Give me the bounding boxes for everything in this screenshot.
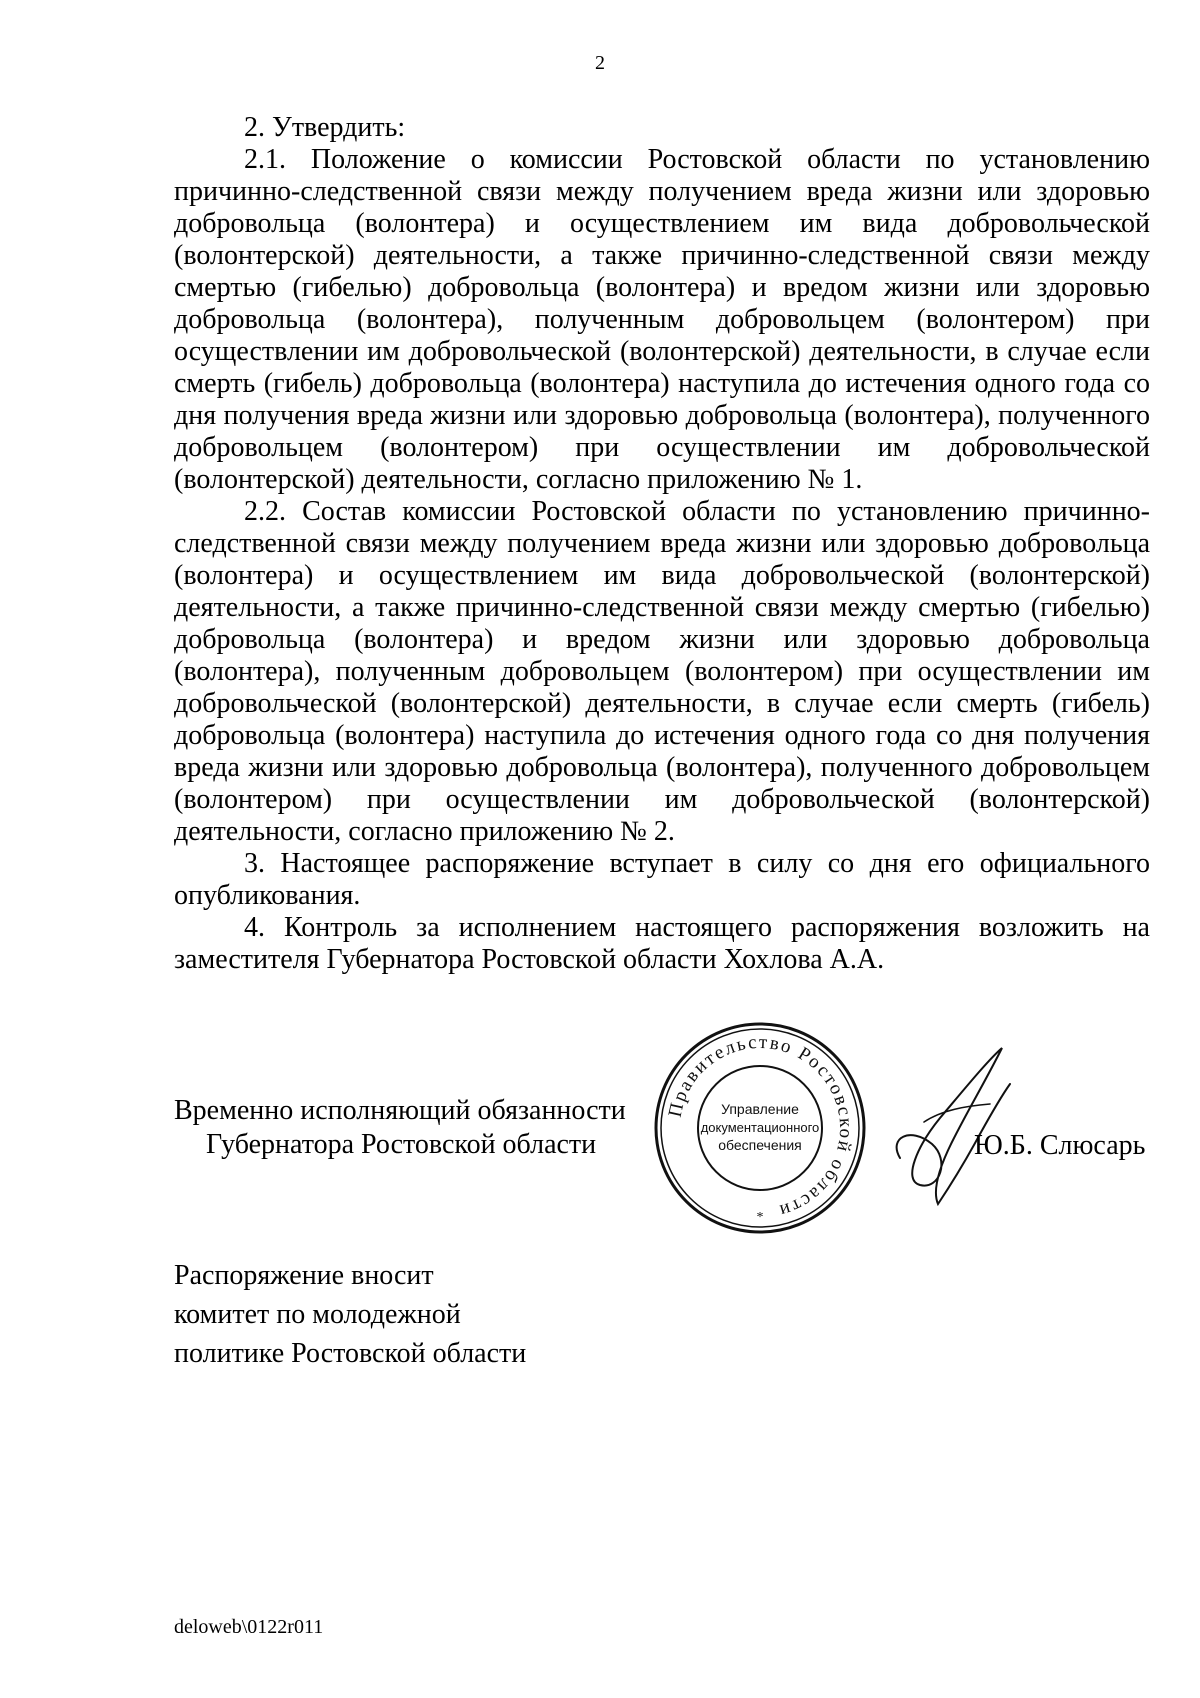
stamp-star-icon: * [756,1210,764,1225]
stamp-inner-line2: документационного [700,1120,820,1135]
page-number: 2 [595,52,605,74]
stamp-inner-line1: Управление [721,1101,799,1117]
paragraph-3: 3. Настоящее распоряжение вступает в силу со дня его официального опубликования. [174,848,1150,911]
signatory-title-line1: Временно исполняющий обязанности [174,1095,626,1126]
signatory-title-line2: Губернатора Ростовской области [206,1129,597,1160]
paragraph-approve: 2. Утвердить: [244,112,406,143]
stamp-outer-text: Правительство Ростовской области [664,1031,857,1222]
paragraph-2-1: 2.1. Положение о комиссии Ростовской области по установлению причинно-следственной связи между получением вреда жизни или здоровью добровольца (волонтера) и осуществлением им вида добровольческой (волонтерской) деятельности, а также причинно-следственной связи между смертью (гибелью) добровольца (волонтера) и вредом жизни или здоровью добровольца (волонтера), полученным добровольцем (волонтером) при осуществлении им добровольческой (волонтерской) деятельности, в случае если смерть (гибель) добровольца (волонтера) наступила до истечения одного года со дня получения вреда жизни или здоровью добровольца (волонтера), полученного добровольцем (волонтером) при осуществлении им добровольческой (волонтерской) деятельности, согласно приложению № 1. [174,144,1150,495]
document-code: deloweb\0122r011 [174,1616,324,1638]
introduced-by-line2: комитет по молодежной [174,1299,461,1330]
introduced-by [174,1256,526,1373]
signatory-name: Ю.Б. Слюсарь [974,1130,1146,1161]
paragraph-2-2: 2.2. Состав комиссии Ростовской области по установлению причинно-следственной связи между получением вреда жизни или здоровью добровольца (волонтера) и осуществлением им вида добровольческой (волонтерской) деятельности, а также причинно-следственной связи между смертью (гибелью) добровольца (волонтера) и вредом жизни или здоровью добровольца (волонтера), полученным добровольцем (волонтером) при осуществлении им добровольческой (волонтерской) деятельности, в случае если смерть (гибель) добровольца (волонтера) наступила до истечения одного года со дня получения вреда жизни или здоровью добровольца (волонтера), полученного добровольцем (волонтером) при осуществлении им добровольческой (волонтерской) деятельности, согласно приложению № 2. [174,496,1150,847]
introduced-by-line1: Распоряжение вносит [174,1260,434,1291]
introduced-by-line3: политике Ростовской области [174,1338,527,1369]
stamp-inner-line3: обеспечения [718,1137,802,1153]
official-stamp [650,1018,870,1238]
handwritten-signature [880,1040,1020,1210]
signatory-title [174,1094,626,1162]
paragraph-4: 4. Контроль за исполнением настоящего распоряжения возложить на заместителя Губернатора Ростовской области Хохлова А.А. [174,912,1150,975]
document-body [174,112,1150,976]
